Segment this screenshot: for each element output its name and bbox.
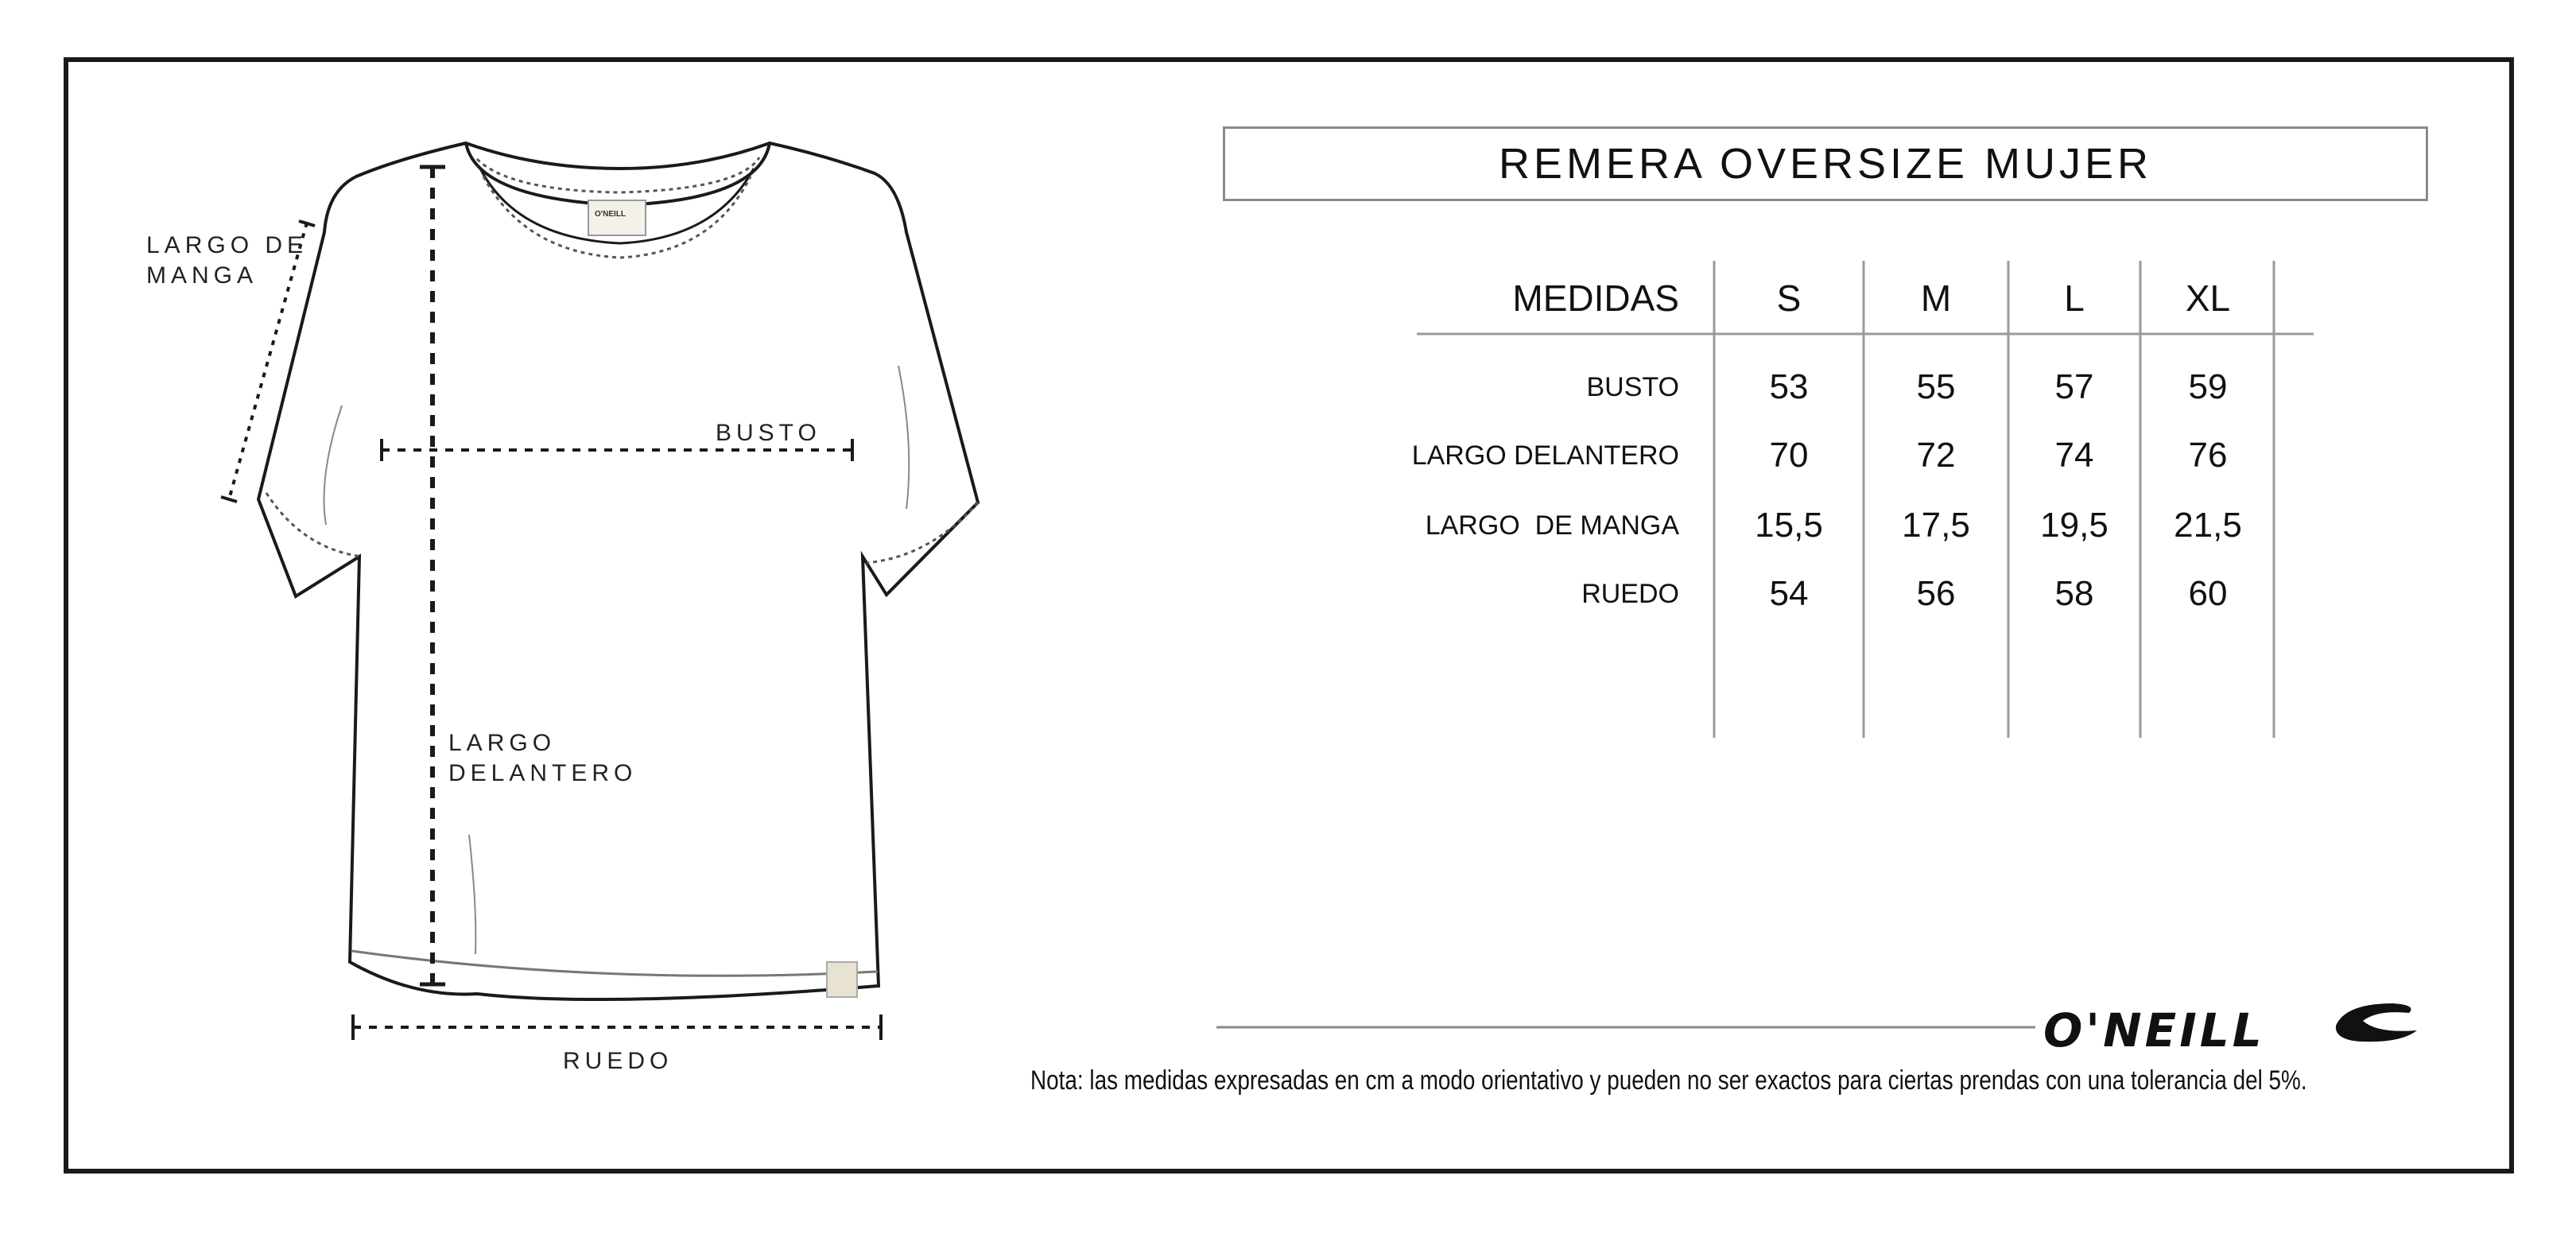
table-cell: 72: [1916, 436, 1956, 475]
tshirt-outline: [258, 143, 978, 999]
size-header-s: S: [1776, 277, 1802, 319]
table-cell: 53: [1769, 367, 1809, 406]
neck-tag-text: O'NEILL: [595, 210, 627, 219]
table-cell: 19,5: [2040, 506, 2109, 545]
table-cell: 59: [2188, 367, 2228, 406]
table-cell: 57: [2054, 367, 2094, 406]
table-cell: 17,5: [1902, 506, 1970, 545]
row-label: LARGO DELANTERO: [1411, 440, 1679, 471]
collar: [466, 143, 770, 205]
table-cell: 21,5: [2174, 506, 2242, 545]
label-busto: BUSTO: [716, 420, 821, 446]
table-cell: 54: [1769, 574, 1809, 613]
table-cell: 74: [2054, 436, 2094, 475]
row-label: RUEDO: [1581, 579, 1679, 609]
row-label: BUSTO: [1586, 372, 1679, 402]
table-cell: 58: [2054, 574, 2094, 613]
table-cell: 70: [1769, 436, 1809, 475]
brand-logo: O'NEILL: [2043, 1003, 2265, 1057]
table-cell: 55: [1916, 367, 1956, 406]
collar-stitch: [477, 157, 759, 192]
footnote: Nota: las medidas expresadas en cm a modo orientativo y pueden no ser exactos para ciertas prendas con una tolerancia del 5%.: [1030, 1065, 2307, 1096]
label-largo-de-manga: LARGO DE MANGA: [146, 232, 308, 289]
row-label: LARGO DE MANGA: [1425, 510, 1679, 541]
size-header-m: M: [1920, 277, 1952, 319]
table-cell: 15,5: [1755, 506, 1823, 545]
wave-logo-icon: [2336, 1003, 2417, 1042]
table-cell: 76: [2188, 436, 2228, 475]
size-header-l: L: [2064, 277, 2085, 319]
size-header-xl: XL: [2185, 277, 2231, 319]
label-largo-delantero: LARGO DELANTERO: [448, 730, 638, 786]
table-header-label: MEDIDAS: [1512, 277, 1679, 319]
label-ruedo: RUEDO: [563, 1048, 673, 1074]
table-cell: 56: [1916, 574, 1956, 613]
hem-tag: [827, 962, 857, 997]
table-cell: 60: [2188, 574, 2228, 613]
chart-title: REMERA OVERSIZE MUJER: [1223, 126, 2428, 201]
